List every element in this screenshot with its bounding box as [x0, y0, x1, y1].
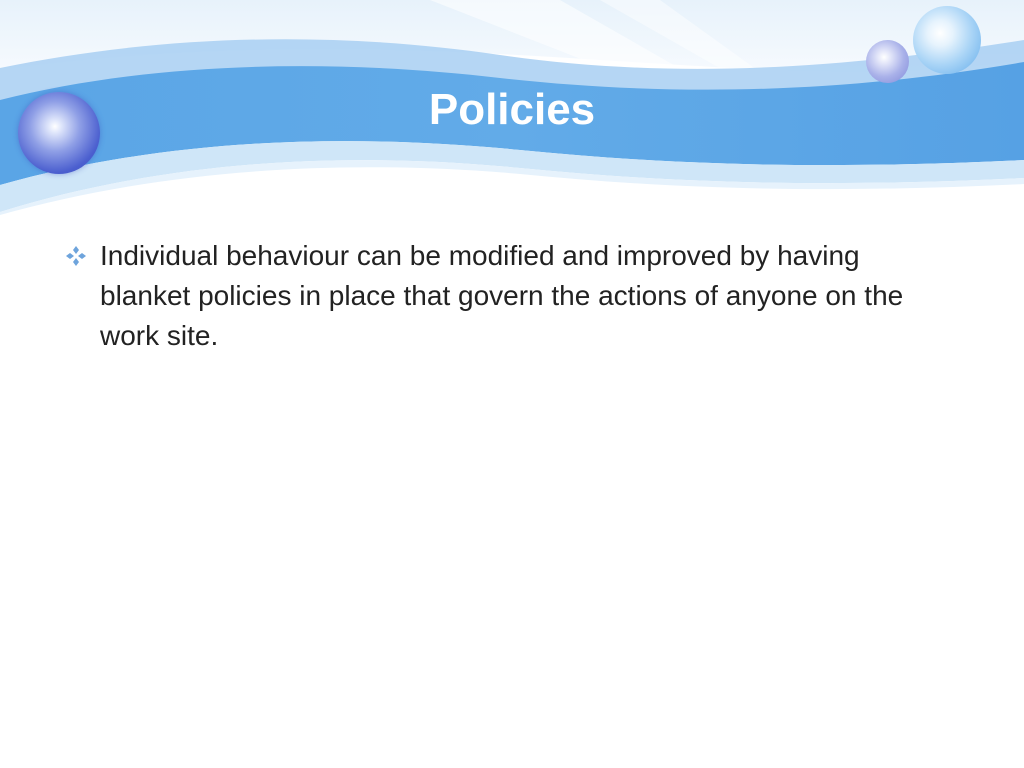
bullet-text: Individual behaviour can be modified and improved by having blanket policies in place that govern the actions of anyone on the work site.: [100, 240, 904, 351]
decorative-orb-right-large: [913, 6, 981, 74]
bullet-item: [62, 236, 942, 356]
diamond-bullet-icon: [62, 236, 94, 276]
decorative-orb-right-small: [866, 40, 909, 83]
slide-title: Policies: [428, 85, 596, 134]
slide-body: [62, 236, 942, 356]
